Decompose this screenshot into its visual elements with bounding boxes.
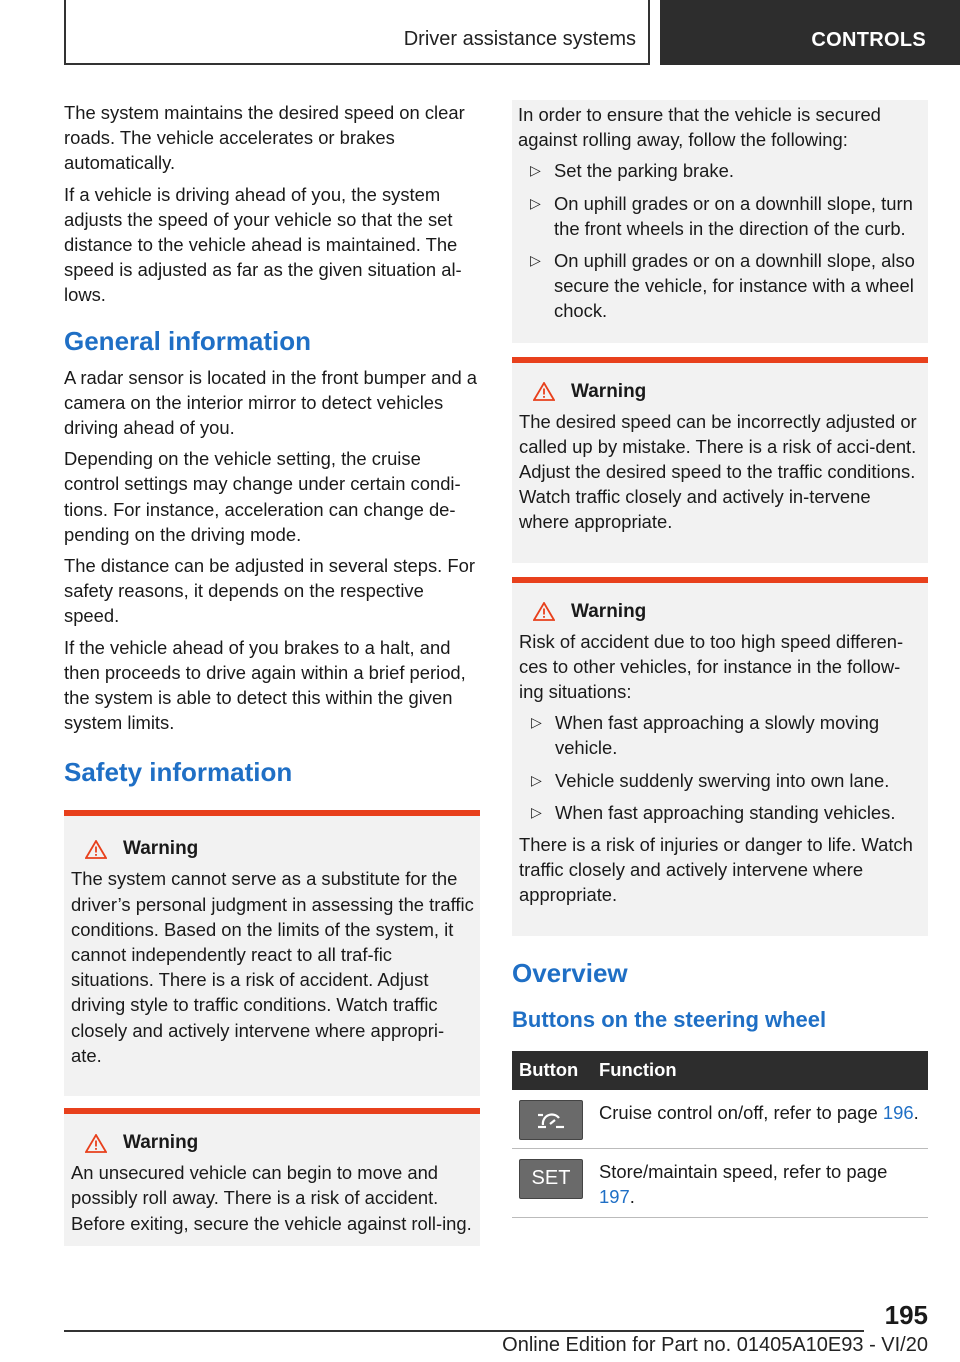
- cruise-control-button-image: [519, 1100, 583, 1140]
- column-header-button: Button: [512, 1051, 592, 1090]
- warning-text: An unsecured vehicle can begin to move and possibly roll away. There is a risk of accident. Before exiting, secure the vehicle against roll-ing.: [71, 1162, 472, 1234]
- list-item: ▷ When fast approaching a slowly moving vehicle.: [531, 712, 880, 759]
- triangle-bullet-icon: ▷: [531, 771, 542, 788]
- list-item: ▷ On uphill grades or on a downhill slope, turn the front wheels in the direction of the curb.: [530, 192, 913, 239]
- warning-triangle-icon: [533, 382, 555, 401]
- table-row: [512, 1148, 928, 1217]
- table-cell-button: [512, 1090, 592, 1149]
- warning-triangle-icon: [85, 1134, 107, 1153]
- footer-rule: [64, 1330, 864, 1332]
- paragraph: A radar sensor is located in the front bumper and a camera on the interior mirror to detect vehicles driving ahead of you.: [64, 366, 478, 439]
- warning-title: [71, 1132, 474, 1154]
- footer-edition: Online Edition for Part no. 01405A10E93 - VI/20: [502, 1334, 928, 1356]
- warning-title: [519, 381, 922, 403]
- left-column: [64, 100, 480, 1246]
- column-header-function: Function: [592, 1051, 928, 1090]
- warning-text: Risk of accident due to too high speed differen-ces to other vehicles, for instance in the follow-ing situations:: [519, 630, 904, 703]
- cruise-control-icon: [534, 1109, 568, 1131]
- warning-text: The system cannot serve as a substitute for the driver’s personal judgment in assessing the traffic conditions. Based on the limits of the system, it cannot independently react to all traf-fic situations. There is a risk of accident. Adjust driving style to traffic conditions. Watch traffic closely and actively intervene where appropri-ate.: [71, 868, 474, 1066]
- triangle-bullet-icon: ▷: [530, 252, 541, 269]
- buttons-table: [512, 1051, 928, 1218]
- header-section-title: Driver assistance systems: [403, 28, 636, 50]
- table-cell-function: Store/maintain speed, refer to page 197.: [592, 1148, 928, 1217]
- list-item: ▷ Vehicle suddenly swerving into own lane.: [519, 768, 922, 793]
- paragraph: The system maintains the desired speed on clear roads. The vehicle accelerates or brakes automatically.: [64, 102, 465, 174]
- list: [518, 158, 922, 323]
- info-box: [512, 100, 928, 343]
- heading-general-information: General information: [64, 325, 312, 356]
- warning-label: Warning: [123, 1132, 199, 1154]
- table-cell-button: [512, 1148, 592, 1217]
- warning-triangle-icon: [85, 840, 107, 859]
- warning-box: [64, 810, 480, 1096]
- triangle-bullet-icon: ▷: [531, 714, 542, 731]
- heading-overview: Overview: [512, 957, 628, 988]
- table-header-row: [512, 1051, 928, 1090]
- warning-box: [512, 357, 928, 563]
- warning-title: [71, 838, 474, 860]
- heading-safety-information: Safety information: [64, 757, 293, 788]
- header-rule-bottom: [64, 63, 650, 65]
- table-cell-function: Cruise control on/off, refer to page 196.: [592, 1090, 928, 1149]
- warning-title: [519, 601, 922, 623]
- header-chapter-tab[interactable]: [660, 0, 960, 65]
- page-number: 195: [884, 1300, 928, 1330]
- paragraph: If a vehicle is driving ahead of you, the system adjusts the speed of your vehicle so that the set distance to the vehicle ahead is maintained. The speed is adjusted as far as the given situation al-lows.: [64, 183, 462, 306]
- heading-buttons-steering-wheel: Buttons on the steering wheel: [512, 1006, 827, 1032]
- header-chapter-label: CONTROLS: [811, 29, 926, 51]
- triangle-bullet-icon: ▷: [531, 803, 542, 820]
- paragraph: Depending on the vehicle setting, the cruise control settings may change under certain condi-tions. For instance, acceleration can change de-pending on the driving mode.: [64, 448, 461, 545]
- list-item: ▷ Set the parking brake.: [518, 158, 922, 183]
- page-reference-link[interactable]: 196: [882, 1101, 914, 1123]
- header-separator: [648, 0, 650, 65]
- paragraph: If the vehicle ahead of you brakes to a halt, and then proceeds to drive again within a brief period, the system is able to detect this within the given system limits.: [64, 636, 466, 734]
- list-item: ▷ When fast approaching standing vehicles.: [519, 800, 922, 825]
- list-item: ▷ On uphill grades or on a downhill slope, also secure the vehicle, for instance with a wheel chock.: [530, 250, 915, 322]
- page-reference-link[interactable]: 197: [599, 1185, 630, 1207]
- warning-triangle-icon: [533, 602, 555, 621]
- triangle-bullet-icon: ▷: [530, 194, 541, 211]
- list: [519, 710, 922, 825]
- set-button-image: SET: [519, 1159, 583, 1199]
- warning-box: [64, 1108, 480, 1246]
- warning-label: Warning: [571, 380, 647, 402]
- table-row: [512, 1090, 928, 1149]
- warning-box: [512, 577, 928, 936]
- paragraph: In order to ensure that the vehicle is secured against rolling away, follow the following:: [518, 104, 881, 151]
- paragraph: The distance can be adjusted in several steps. For safety reasons, it depends on the respective speed.: [64, 555, 475, 627]
- warning-text: The desired speed can be incorrectly adjusted or called up by mistake. There is a risk of acci-dent. Adjust the desired speed to the traffic conditions. Watch traffic closely and actively in-tervene where appropriate.: [519, 410, 917, 533]
- right-column: [512, 100, 928, 1218]
- warning-text: There is a risk of injuries or danger to life. Watch traffic closely and actively intervene where appropriate.: [519, 834, 913, 906]
- triangle-bullet-icon: ▷: [530, 162, 541, 179]
- warning-label: Warning: [571, 600, 647, 622]
- warning-label: Warning: [123, 838, 199, 860]
